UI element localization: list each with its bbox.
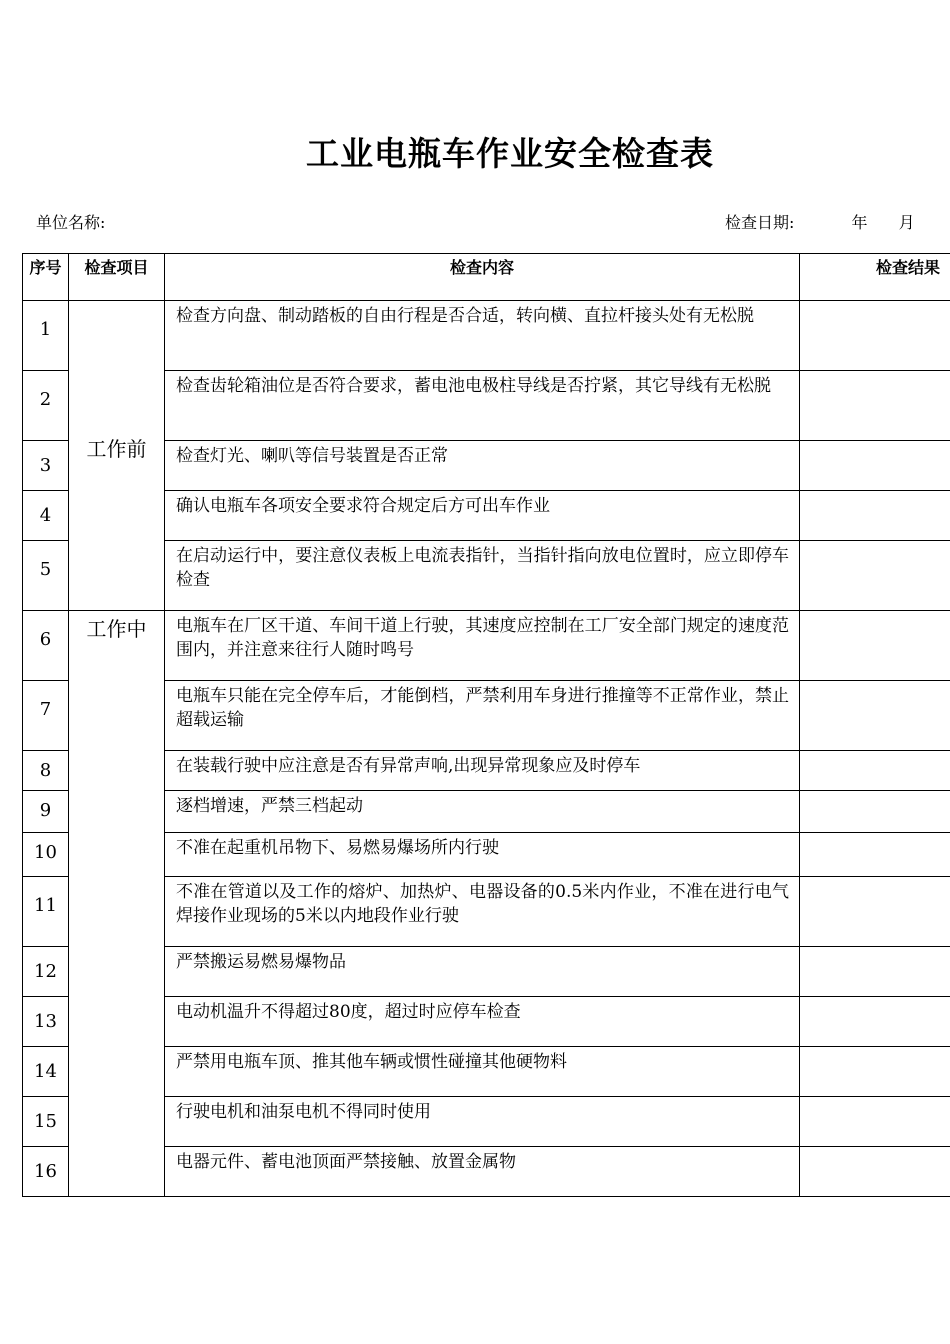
row-content: 在启动运行中，要注意仪表板上电流表指针，当指针指向放电位置时，应立即停车检查 xyxy=(165,541,800,611)
row-result[interactable] xyxy=(800,751,950,791)
stage-label: 工作前 xyxy=(86,437,147,461)
row-result[interactable] xyxy=(800,833,950,877)
row-result[interactable] xyxy=(800,1047,950,1097)
unit-name-label: 单位名称: xyxy=(36,213,106,232)
row-number: 9 xyxy=(23,791,69,833)
row-content: 不准在管道以及工作的熔炉、加热炉、电器设备的0.5米内作业，不准在进行电气焊接作业现场的5米以内地段作业行驶 xyxy=(165,877,800,947)
row-number: 6 xyxy=(23,611,69,681)
row-number: 13 xyxy=(23,997,69,1047)
row-number: 10 xyxy=(23,833,69,877)
table-header-row xyxy=(23,254,950,301)
stage-cell-during xyxy=(69,611,165,1197)
row-result[interactable] xyxy=(800,1147,950,1197)
header-item: 检查项目 xyxy=(69,254,165,301)
row-number: 4 xyxy=(23,491,69,541)
check-date-label: 检查日期: xyxy=(725,213,795,232)
row-content: 检查灯光、喇叭等信号装置是否正常 xyxy=(165,441,800,491)
page-title: 工业电瓶车作业安全检查表 xyxy=(306,134,714,173)
row-number: 5 xyxy=(23,541,69,611)
row-number: 12 xyxy=(23,947,69,997)
row-result[interactable] xyxy=(800,441,950,491)
month-label: 月 xyxy=(898,213,915,232)
row-number: 14 xyxy=(23,1047,69,1097)
row-content: 行驶电机和油泵电机不得同时使用 xyxy=(165,1097,800,1147)
row-number: 2 xyxy=(23,371,69,441)
row-result[interactable] xyxy=(800,301,950,371)
row-result[interactable] xyxy=(800,1097,950,1147)
header-result: 检查结果 xyxy=(800,254,950,301)
row-result[interactable] xyxy=(800,371,950,441)
row-result[interactable] xyxy=(800,681,950,751)
row-content: 严禁搬运易燃易爆物品 xyxy=(165,947,800,997)
row-number: 7 xyxy=(23,681,69,751)
stage-label: 工作中 xyxy=(86,617,147,641)
row-content: 检查方向盘、制动踏板的自由行程是否合适，转向横、直拉杆接头处有无松脱 xyxy=(165,301,800,371)
row-content: 检查齿轮箱油位是否符合要求，蓄电池电极柱导线是否拧紧，其它导线有无松脱 xyxy=(165,371,800,441)
row-content: 不准在起重机吊物下、易燃易爆场所内行驶 xyxy=(165,833,800,877)
check-date-field xyxy=(725,210,915,233)
row-result[interactable] xyxy=(800,541,950,611)
table-row xyxy=(23,611,950,681)
row-result[interactable] xyxy=(800,491,950,541)
row-result[interactable] xyxy=(800,997,950,1047)
row-number: 11 xyxy=(23,877,69,947)
row-content: 在装载行驶中应注意是否有异常声响,出现异常现象应及时停车 xyxy=(165,751,800,791)
stage-cell-before xyxy=(69,301,165,611)
row-number: 3 xyxy=(23,441,69,491)
row-content: 逐档增速，严禁三档起动 xyxy=(165,791,800,833)
row-number: 8 xyxy=(23,751,69,791)
row-number: 1 xyxy=(23,301,69,371)
row-content: 电瓶车在厂区干道、车间干道上行驶，其速度应控制在工厂安全部门规定的速度范围内，并注意来往行人随时鸣号 xyxy=(165,611,800,681)
row-result[interactable] xyxy=(800,877,950,947)
row-result[interactable] xyxy=(800,947,950,997)
row-content: 电器元件、蓄电池顶面严禁接触、放置金属物 xyxy=(165,1147,800,1197)
header-seq: 序号 xyxy=(23,254,69,301)
header-content: 检查内容 xyxy=(165,254,800,301)
year-label: 年 xyxy=(851,213,868,232)
inspection-table xyxy=(22,253,950,1197)
row-number: 16 xyxy=(23,1147,69,1197)
row-content: 严禁用电瓶车顶、推其他车辆或惯性碰撞其他硬物料 xyxy=(165,1047,800,1097)
row-result[interactable] xyxy=(800,791,950,833)
table-row xyxy=(23,301,950,371)
row-number: 15 xyxy=(23,1097,69,1147)
row-result[interactable] xyxy=(800,611,950,681)
row-content: 电瓶车只能在完全停车后，才能倒档，严禁利用车身进行推撞等不正常作业，禁止超载运输 xyxy=(165,681,800,751)
row-content: 电动机温升不得超过80度，超过时应停车检查 xyxy=(165,997,800,1047)
row-content: 确认电瓶车各项安全要求符合规定后方可出车作业 xyxy=(165,491,800,541)
